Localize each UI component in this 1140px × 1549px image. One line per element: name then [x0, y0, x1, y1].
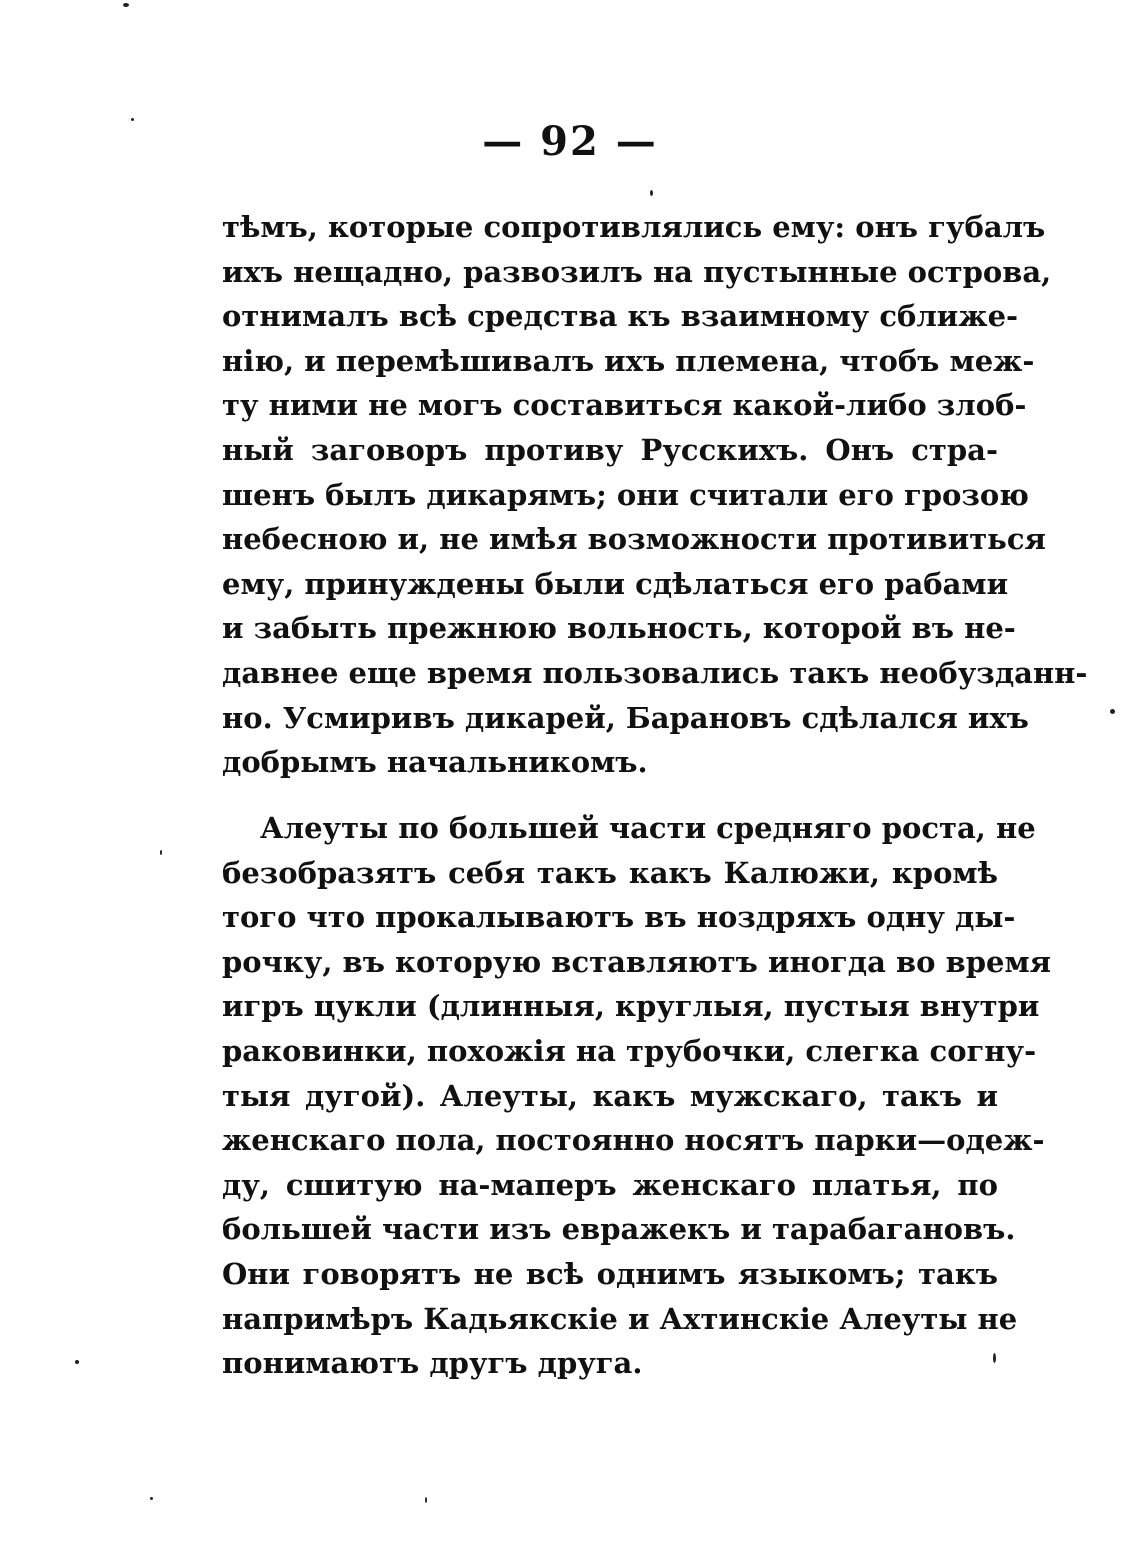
- text-line: нiю, и перемѣшивалъ ихъ племена, чтобъ меж-: [222, 343, 1035, 378]
- text-line: ихъ нещадно, развозилъ на пустынные острова,: [222, 254, 1052, 289]
- text-line: ту ними не могъ составиться какой-либо злоб-: [222, 388, 1027, 423]
- scan-speck: [123, 3, 129, 7]
- scan-speck: [160, 850, 162, 855]
- text-line: но. Усмиривъ дикарей, Барановъ сдѣлался ихъ: [222, 700, 1029, 735]
- text-line: добрымъ начальникомъ.: [222, 745, 648, 780]
- page-number: — 92 —: [482, 118, 658, 165]
- text-line: игръ цукли (длинныя, круглыя, пустыя внутри: [222, 989, 1040, 1024]
- text-line: небесною и, не имѣя возможности противиться: [222, 522, 1046, 557]
- scan-speck: [650, 190, 653, 196]
- paragraph-2: [222, 806, 1052, 1386]
- text-line: напримѣръ Кадьякскiе и Ахтинскiе Алеуты не: [222, 1301, 1018, 1336]
- text-line: Алеуты по большей части средняго роста, не: [260, 811, 1036, 845]
- text-line: отнималъ всѣ средства къ взаимному сближе-: [222, 299, 1019, 334]
- scan-speck: [1110, 709, 1115, 714]
- scan-speck: [150, 1497, 153, 1500]
- text-line: того что прокалываютъ въ ноздряхъ одну ды-: [222, 900, 1016, 935]
- text-line: Они говорятъ не всѣ однимъ языкомъ; такъ: [222, 1256, 998, 1291]
- text-line: и забыть прежнюю вольность, которой въ не-: [222, 611, 1016, 646]
- text-line: ный заговоръ противу Русскихъ. Онъ стра-: [222, 432, 998, 467]
- scan-speck: [993, 1353, 996, 1363]
- text-line: шенъ былъ дикарямъ; они считали его грозою: [222, 477, 1029, 512]
- paragraph-1: [222, 205, 1088, 785]
- text-line: тѣмъ, которые сопротивлялись ему: онъ губалъ: [222, 210, 1046, 244]
- text-line: тыя дугой). Алеуты, какъ мужскаго, такъ и: [222, 1078, 998, 1113]
- scan-speck: [425, 1497, 427, 1503]
- text-line: давнее еще время пользовались такъ необузданн-: [222, 655, 1088, 690]
- text-line: раковинки, похожiя на трубочки, слегка согну-: [222, 1033, 1037, 1068]
- text-line: безобразятъ себя такъ какъ Калюжи, кромѣ: [222, 855, 998, 890]
- text-line: женскаго пола, постоянно носятъ парки—одеж-: [222, 1123, 1045, 1158]
- scan-speck: [131, 118, 134, 121]
- text-line: ему, принуждены были сдѣлаться его рабами: [222, 566, 1009, 601]
- scan-speck: [75, 1360, 79, 1364]
- text-line: ду, сшитую на-маперъ женскаго платья, по: [222, 1167, 998, 1202]
- text-line: большей части изъ евражекъ и тарабагановъ.: [222, 1212, 1016, 1247]
- text-line: рочку, въ которую вставляютъ иногда во время: [222, 944, 1052, 979]
- text-line: понимаютъ другъ друга.: [222, 1346, 643, 1381]
